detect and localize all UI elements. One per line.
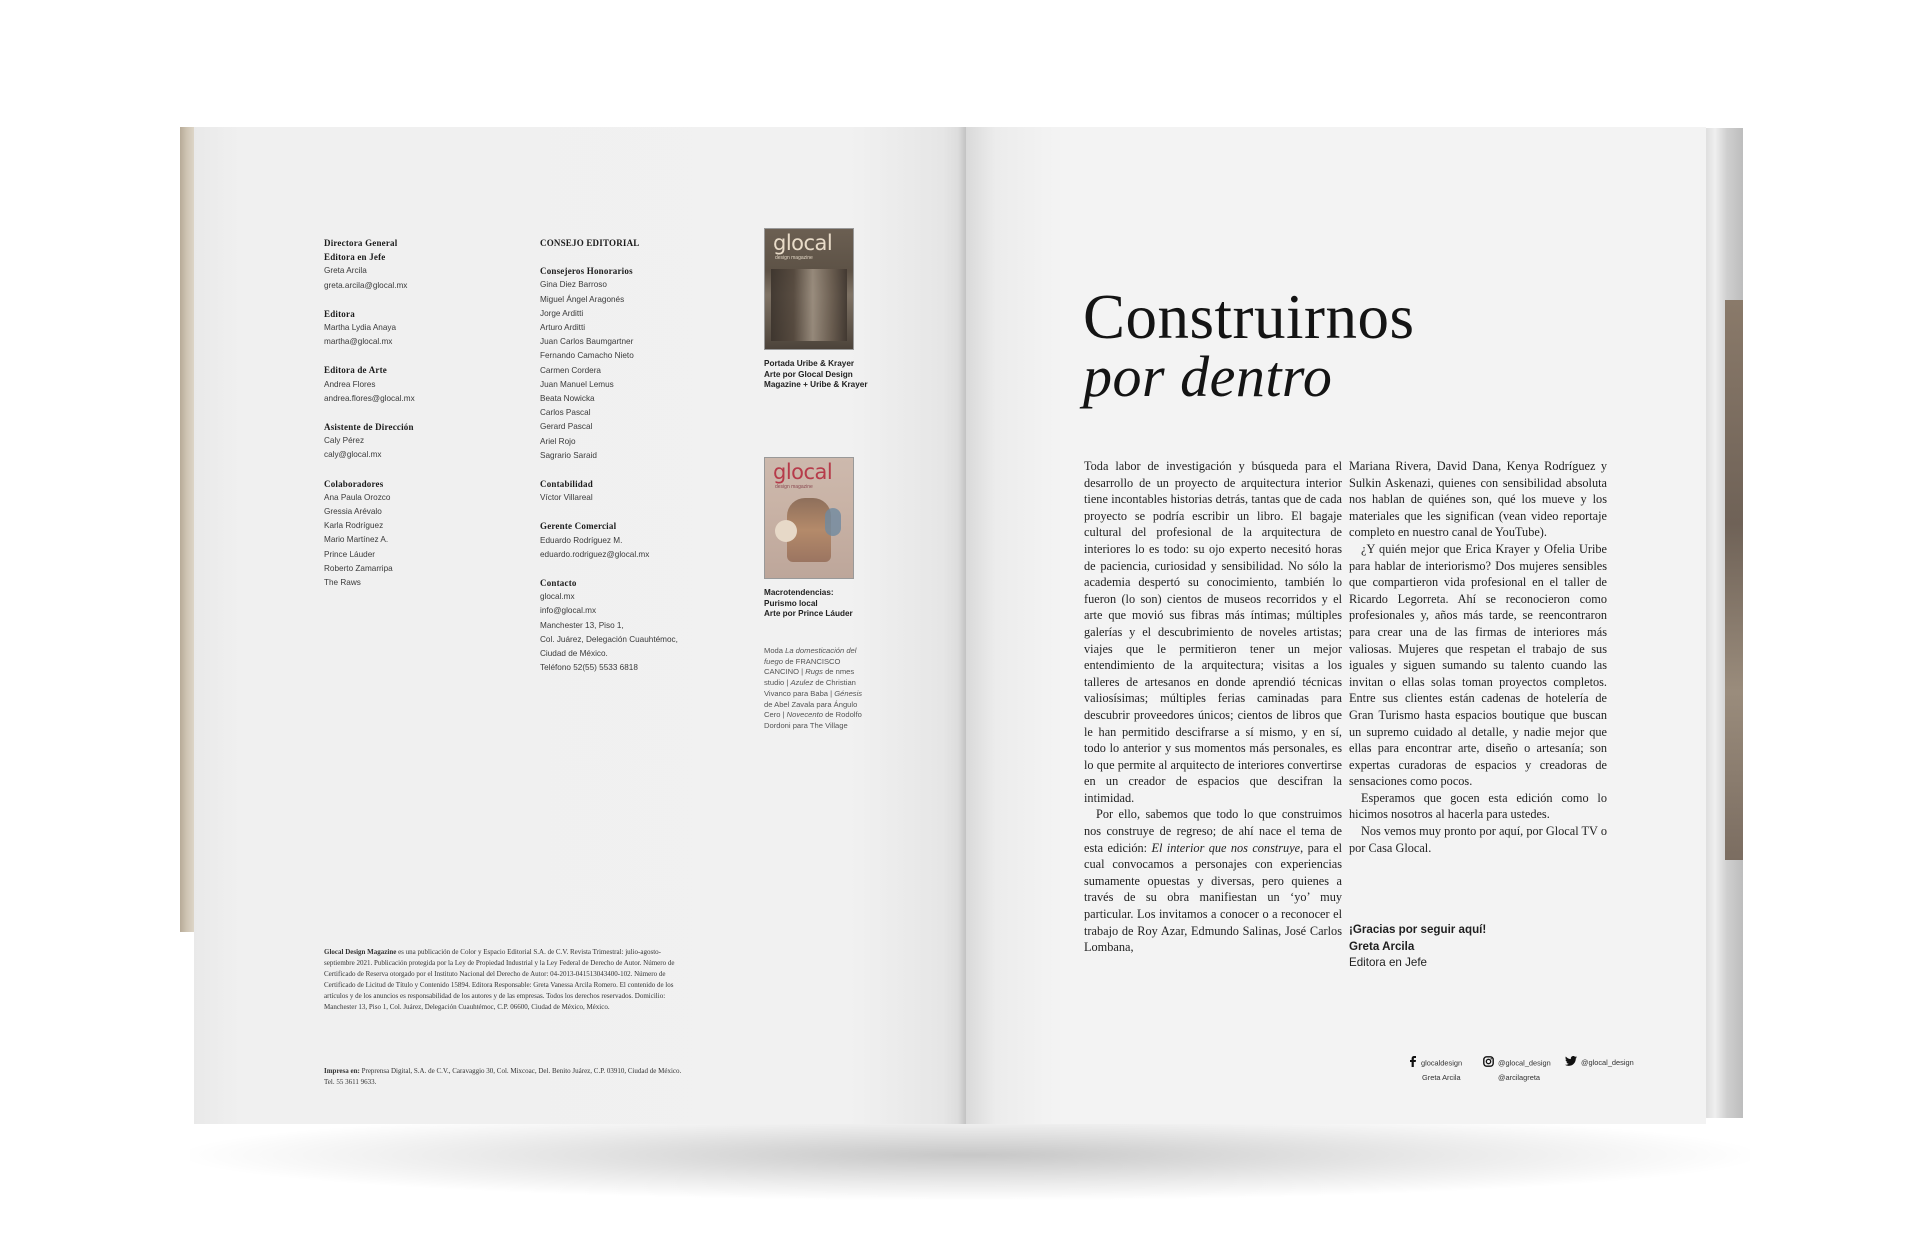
masthead-entry: Martha Lydia Anaya [324, 323, 397, 333]
masthead-entry: Manchester 13, Piso 1, [540, 620, 624, 630]
credit-segment: de nmes studio | [764, 667, 855, 688]
instagram-handle: @glocal_design [1498, 1058, 1551, 1068]
signature-name: Greta Arcila [1349, 939, 1415, 953]
signature-role: Editora en Jefe [1349, 956, 1427, 970]
masthead-entry: Ana Paula Orozco [324, 492, 391, 502]
credit-segment: Génesis [834, 688, 863, 698]
twitter-icon [1565, 1056, 1577, 1070]
paragraph-segment: Toda labor de investigación y búsqueda para el desarrollo de un proyecto de arquitectura interior tiene incontables historias detrás, tantas que de cada proyecto se podría escribir un libro. El bagaje cultural del profesional de la arquitectura de interiores lo es todo: su ojo experto necesitó horas de paciencia, curiosidad y sensibilidad. No sólo la academia despertó su conocimiento, también lo fueron (lo son) cientos de museos recorridos y el arte que movió sus fibras más íntimas; múltiples galerías y el descubrimiento de noveles artistas; viajes que le permitieron tener un mejor entendimiento de la arquitectura; visitas a los talleres de artesanos en donde aprendió técnicas valiosísimas; múltiples ferias caminadas para descubrir proveedores únicos; cientos de libros que le han permitido descifrarse a sí mismo, y en sí, todo lo anterior y sus momentos más personales, es lo que permite al arquitecto de interiores convertirse en un creador de espacios que descifran la intimidad. [1084, 459, 1342, 805]
masthead-column-1 [324, 236, 484, 590]
masthead-heading: Asistente de Dirección [324, 422, 414, 433]
article-title-line-1: Construirnos [1083, 282, 1415, 352]
legal-segment: Impresa en: [324, 1067, 360, 1075]
cover-1-subtitle: design magazine [775, 255, 813, 261]
paragraph-segment: El interior que nos construye [1151, 840, 1301, 855]
right-page [966, 127, 1706, 1124]
masthead-heading: Contacto [540, 578, 577, 589]
article-paragraph [1349, 541, 1607, 790]
credit-segment: de Rodolfo Dordoni para The Village [764, 710, 862, 730]
credit-segment: de FRANCISCO CANCINO | [764, 656, 841, 677]
masthead-entry: Gina Diez Barroso [540, 280, 607, 290]
masthead-entry: Miguel Ángel Aragonés [540, 294, 625, 304]
masthead-entry: Carlos Pascal [540, 408, 591, 418]
masthead-heading: Editora en Jefe [324, 252, 386, 263]
legal-notice [324, 947, 688, 1013]
article-paragraph [1349, 790, 1607, 823]
social-twitter[interactable] [1565, 1056, 1634, 1070]
facebook-sub: Greta Arcila [1422, 1073, 1461, 1082]
caption-line: Arte por Prince Láuder [764, 609, 853, 619]
masthead-entry: Prince Láuder [324, 549, 375, 559]
cover-2-subtitle: design magazine [775, 484, 813, 490]
article-paragraph [1084, 458, 1342, 806]
masthead-contact-link[interactable]: info@glocal.mx [540, 606, 597, 616]
credit-segment: La domesticación del fuego [764, 646, 857, 666]
left-page-edge [180, 127, 194, 932]
masthead-spacer [324, 349, 484, 363]
masthead-entry: Karla Rodríguez [324, 521, 384, 531]
paragraph-segment: , para el cual convocamos a personajes con experiencias sumamente opuestas y diversas, pero quienes a través de su obra manifiestan un ‘yo’ muy particular. Los invitamos a conocer o a reconocer el trabajo de Roy Azar, Edmundo Salinas, José Carlos Lombana, [1084, 840, 1342, 955]
legal-segment: Preprensa Digital, S.A. de C.V., Caravaggio 30, Col. Mixcoac, Del. Benito Juárez, C.P. 03910, Ciudad de México. Tel. 55 3611 9633. [324, 1067, 682, 1086]
masthead-contact-link[interactable]: greta.arcila@glocal.mx [324, 280, 408, 290]
masthead-entry: Mario Martínez A. [324, 535, 389, 545]
masthead-spacer [540, 505, 730, 519]
masthead-entry: Sagrario Saraid [540, 450, 597, 460]
cover-1-logo: glocal [773, 231, 833, 255]
masthead-contact-link[interactable]: caly@glocal.mx [324, 450, 382, 460]
masthead-entry: Andrea Flores [324, 379, 376, 389]
credit-segment: de Christian Vivanco para Baba | [764, 678, 856, 698]
masthead-spacer [324, 463, 484, 477]
cover-thumbnail-2 [764, 457, 854, 579]
instagram-icon [1483, 1056, 1494, 1071]
social-facebook[interactable] [1408, 1056, 1462, 1084]
masthead-heading: Consejeros Honorarios [540, 266, 633, 277]
masthead-spacer [324, 293, 484, 307]
next-page-photo-edge [1725, 300, 1743, 860]
masthead-contact-link[interactable]: eduardo.rodriguez@glocal.mx [540, 549, 650, 559]
instagram-sub: @arcilagreta [1498, 1073, 1541, 1082]
cover-2-shape [775, 520, 797, 542]
article-paragraph [1349, 823, 1607, 856]
masthead-entry: Roberto Zamarripa [324, 563, 393, 573]
signature-block [1349, 922, 1486, 972]
masthead-entry: Jorge Arditti [540, 308, 584, 318]
cover-thumbnail-1 [764, 228, 854, 350]
masthead-spacer [540, 463, 730, 477]
left-page [194, 127, 966, 1124]
article-paragraph [1349, 458, 1607, 541]
legal-segment: es una publicación de Color y Espacio Editorial S.A. de C.V. Revista Trimestral: julio-agosto-septiembre 2021. Publicación protegida por la Ley de Propiedad Industrial y la Ley Federal de Derecho de Autor. Número de Certificado de Reserva otorgado por el Instituto Nacional del Derecho de Autor: 04-2013-041513043400-102. Número de Certificado de Licitud de Título y Contenido 15894. Editora Responsable: Greta Vanessa Arcila Romero. El contenido de los artículos y de los anuncios es responsabilidad de los autores y de las empresas. Todos los derechos reservados. Domicilio: Manchester 13, Piso 1, Col. Juárez, Delegación Cuauhtémoc, C.P. 06600, Ciudad de México, México. [324, 948, 675, 1011]
masthead-spacer [324, 406, 484, 420]
cover-2-caption [764, 588, 904, 620]
masthead-column-2 [540, 236, 730, 675]
masthead-entry: Carmen Cordera [540, 365, 601, 375]
paragraph-segment: Mariana Rivera, David Dana, Kenya Rodríguez y Sulkin Askenazi, quienes con sensibilidad absoluta nos hablan de quiénes son, qué los mueve y los materiales que les significan (vean video reportaje completo en nuestro canal de YouTube). [1349, 459, 1607, 540]
masthead-heading: Editora [324, 308, 355, 319]
masthead-entry: The Raws [324, 578, 361, 588]
masthead-contact-link[interactable]: andrea.flores@glocal.mx [324, 393, 415, 403]
credit-segment: Novecento [786, 710, 823, 720]
cover-1-image [771, 269, 847, 341]
caption-line: Magazine + Uribe & Krayer [764, 380, 868, 390]
social-instagram[interactable] [1483, 1056, 1551, 1084]
credit-segment: Azulez [790, 678, 814, 688]
masthead-entry: Víctor Villareal [540, 493, 593, 503]
masthead-spacer [540, 562, 730, 576]
credit-segment: de Abel Zavala para Ángulo Cero | [764, 699, 858, 720]
fashion-credits [764, 646, 866, 732]
paragraph-segment: Esperamos que gocen esta edición como lo hicimos nosotros al hacerla para ustedes. [1349, 790, 1607, 822]
masthead-entry: Greta Arcila [324, 266, 367, 276]
masthead-heading: Contabilidad [540, 479, 593, 490]
caption-line: Purismo local [764, 598, 818, 608]
masthead-heading: Directora General [324, 238, 398, 248]
caption-line: Arte por Glocal Design [764, 369, 853, 379]
credit-segment: Moda [764, 646, 786, 655]
credit-segment: Rugs [805, 667, 823, 677]
thanks-line: ¡Gracias por seguir aquí! [1349, 923, 1487, 936]
masthead-heading: Editora de Arte [324, 365, 387, 376]
masthead-entry: Col. Juárez, Delegación Cuauhtémoc, [540, 634, 678, 644]
caption-line: Macrotendencias: [764, 588, 834, 597]
article-body-column-1 [1084, 458, 1342, 956]
masthead-heading: CONSEJO EDITORIAL [540, 238, 640, 248]
masthead-entry: Gerard Pascal [540, 422, 593, 432]
cover-2-logo: glocal [773, 460, 833, 484]
article-paragraph [1084, 806, 1342, 955]
caption-line: Portada Uribe & Krayer [764, 359, 855, 368]
masthead-contact-link[interactable]: glocal.mx [540, 592, 575, 602]
masthead-entry: Juan Carlos Baumgartner [540, 337, 634, 347]
masthead-entry: Ciudad de México. [540, 649, 608, 659]
paragraph-segment: Nos vemos muy pronto por aquí, por Glocal TV o por Casa Glocal. [1349, 824, 1607, 855]
masthead-entry: Arturo Arditti [540, 323, 586, 333]
cover-1-caption [764, 359, 904, 391]
masthead-entry: Ariel Rojo [540, 436, 576, 446]
masthead-contact-link[interactable]: martha@glocal.mx [324, 337, 393, 347]
masthead-entry: Juan Manuel Lemus [540, 379, 614, 389]
masthead-spacer [540, 250, 730, 264]
legal-segment: Glocal Design Magazine [324, 948, 397, 956]
masthead-entry: Caly Pérez [324, 436, 365, 446]
masthead-entry: Teléfono 52(55) 5533 6818 [540, 663, 638, 673]
facebook-icon [1408, 1056, 1417, 1071]
masthead-entry: Fernando Camacho Nieto [540, 351, 634, 361]
article-body-column-2 [1349, 458, 1607, 856]
paragraph-segment: ¿Y quién mejor que Erica Krayer y Ofelia Uribe para hablar de interiorismo? Dos mujeres sensibles que compartieron vida profesional en el taller de Ricardo Legorreta. Ahí se reconocieron como profesionales y, años más tarde, se reencontraron para crear una de las firmas de interiores más valiosas. Mujeres que respetan el trabajo de sus iguales y siguen sumando su talento cuando las invitan o ellas solas toman proyectos completos. Entre sus clientes están cadenas de hotelería de Gran Turismo hasta espacios boutique que buscan un supremo cuidado al detalle, y nadie mejor que ellas para encontrar arte, diseño o artesanía; son expertas curadoras de espacios y creadoras de sensaciones como pocos. [1349, 541, 1607, 789]
masthead-entry: Beata Nowicka [540, 394, 595, 404]
masthead-entry: Eduardo Rodríguez M. [540, 535, 623, 545]
masthead-entry: Gressia Arévalo [324, 507, 382, 517]
article-title-line-2: por dentro [1083, 344, 1333, 409]
paragraph-segment: Por ello, sabemos que todo lo que construimos nos construye de regreso; de ahí nace el tema de esta edición: [1084, 807, 1342, 855]
cover-2-shape-blue [825, 508, 841, 536]
twitter-handle: @glocal_design [1581, 1058, 1634, 1067]
facebook-handle: glocaldesign [1421, 1058, 1463, 1068]
masthead-heading: Colaboradores [324, 478, 384, 489]
printer-notice [324, 1066, 688, 1088]
masthead-heading: Gerente Comercial [540, 521, 617, 532]
